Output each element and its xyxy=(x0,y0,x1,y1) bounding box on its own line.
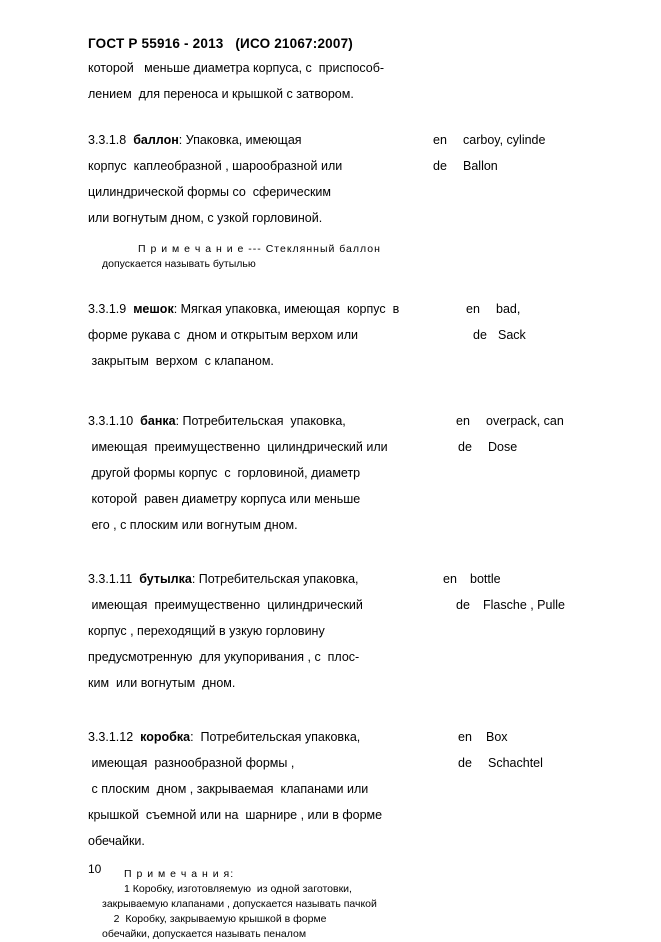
term-entry-3-3-1-10 xyxy=(88,408,601,538)
entry-first-line xyxy=(88,296,601,322)
document-header-title: ГОСТ Р 55916 - 2013 (ИСО 21067:2007) xyxy=(88,36,353,51)
entry-term: коробка xyxy=(140,730,191,744)
term-entry-3-3-1-8 xyxy=(88,127,601,272)
term-entry-3-3-1-12 xyxy=(88,724,601,942)
entry-line xyxy=(88,592,601,618)
lang-de-code: de xyxy=(456,598,470,612)
entry-line xyxy=(88,750,601,776)
entry-line: закрытым верхом с клапаном. xyxy=(88,354,274,368)
entry-line: другой формы корпус с горловиной, диаметр xyxy=(88,466,361,480)
lang-en-code: en xyxy=(458,730,472,744)
entry-first-line xyxy=(88,724,601,750)
entry-text: : Потребительская упаковка, xyxy=(175,414,346,428)
note-line: закрываемую клапанами , допускается называть пачкой xyxy=(102,898,377,910)
entry-text: форме рукава с дном и открытым верхом или xyxy=(88,328,358,342)
lang-en-code: en xyxy=(456,414,470,428)
page-number: 10 xyxy=(88,862,102,876)
entry-number: 3.3.1.10 xyxy=(88,414,134,428)
note-line: обечайки, допускается называть пеналом xyxy=(102,928,307,940)
note-line: 2 Коробку, закрываемую крышкой в форме xyxy=(102,913,327,925)
entry-line: которой равен диаметру корпуса или меньше xyxy=(88,492,361,506)
entry-first-line xyxy=(88,566,601,592)
entry-number: 3.3.1.8 xyxy=(88,133,127,147)
lang-de-term: Ballon xyxy=(463,159,498,173)
entry-note-block xyxy=(88,241,601,272)
entry-line xyxy=(88,434,601,460)
entry-term: бутылка xyxy=(139,572,192,586)
entry-term: мешок xyxy=(133,302,174,316)
lang-de-term: Dose xyxy=(488,440,518,454)
intro-line: которой меньше диаметра корпуса, с приспособ- xyxy=(88,61,385,75)
lang-de-code: de xyxy=(458,756,472,770)
entry-text: имеющая преимущественно цилиндрический xyxy=(88,598,363,612)
lang-en-term: bottle xyxy=(470,572,501,586)
entry-line: его , с плоским или вогнутым дном. xyxy=(88,518,298,532)
entry-number: 3.3.1.11 xyxy=(88,572,133,586)
entry-line: или вогнутым дном, с узкой горловиной. xyxy=(88,211,323,225)
entry-note-block xyxy=(88,866,601,942)
entry-text: : Потребительская упаковка, xyxy=(190,730,361,744)
lang-de-term: Sack xyxy=(498,328,526,342)
entry-term: банка xyxy=(140,414,176,428)
lang-de-code: de xyxy=(458,440,472,454)
entry-number: 3.3.1.9 xyxy=(88,302,127,316)
note-line: 1 Коробку, изготовляемую из одной заготовки, xyxy=(124,883,352,895)
lang-en-code: en xyxy=(443,572,457,586)
lang-en-code: en xyxy=(466,302,480,316)
entry-line: обечайки. xyxy=(88,834,145,848)
intro-line: лением для переноса и крышкой с затвором. xyxy=(88,87,354,101)
entry-first-line xyxy=(88,408,601,434)
entry-term: баллон xyxy=(133,133,179,147)
entry-line: с плоским дном , закрываемая клапанами или xyxy=(88,782,369,796)
entry-line: ким или вогнутым дном. xyxy=(88,676,236,690)
entry-text: : Потребительская упаковка, xyxy=(191,572,359,586)
lang-en-term: Box xyxy=(486,730,508,744)
entry-line: цилиндрической формы со сферическим xyxy=(88,185,331,199)
term-entry-3-3-1-11 xyxy=(88,566,601,696)
lang-en-term: carboy, cylinde xyxy=(463,133,546,147)
entry-text: имеющая преимущественно цилиндрический или xyxy=(88,440,388,454)
note-heading: П р и м е ч а н и е --- Стеклянный баллон xyxy=(138,243,381,255)
lang-de-code: de xyxy=(473,328,487,342)
entry-line: корпус , переходящий в узкую горловину xyxy=(88,624,325,638)
term-entry-3-3-1-9 xyxy=(88,296,601,374)
entry-text: имеющая разнообразной формы , xyxy=(88,756,295,770)
entry-text: : Мягкая упаковка, имеющая корпус в xyxy=(173,302,400,316)
entry-line: предусмотренную для укупоривания , с плос- xyxy=(88,650,360,664)
note-heading: П р и м е ч а н и я: xyxy=(124,868,235,880)
entry-text: : Упаковка, имеющая xyxy=(178,133,302,147)
lang-en-term: overpack, can xyxy=(486,414,564,428)
lang-en-term: bad, xyxy=(496,302,521,316)
entry-line xyxy=(88,322,601,348)
entry-line: крышкой съемной или на шарнире , или в форме xyxy=(88,808,383,822)
entry-first-line xyxy=(88,127,601,153)
note-line: допускается называть бутылью xyxy=(102,258,256,270)
lang-en-code: en xyxy=(433,133,447,147)
lang-de-code: de xyxy=(433,159,447,173)
entry-text: корпус каплеобразной , шарообразной или xyxy=(88,159,343,173)
entry-number: 3.3.1.12 xyxy=(88,730,134,744)
intro-paragraph xyxy=(88,55,601,107)
lang-de-term: Schachtel xyxy=(488,756,543,770)
lang-de-term: Flasche , Pulle xyxy=(483,598,565,612)
entry-line xyxy=(88,153,601,179)
